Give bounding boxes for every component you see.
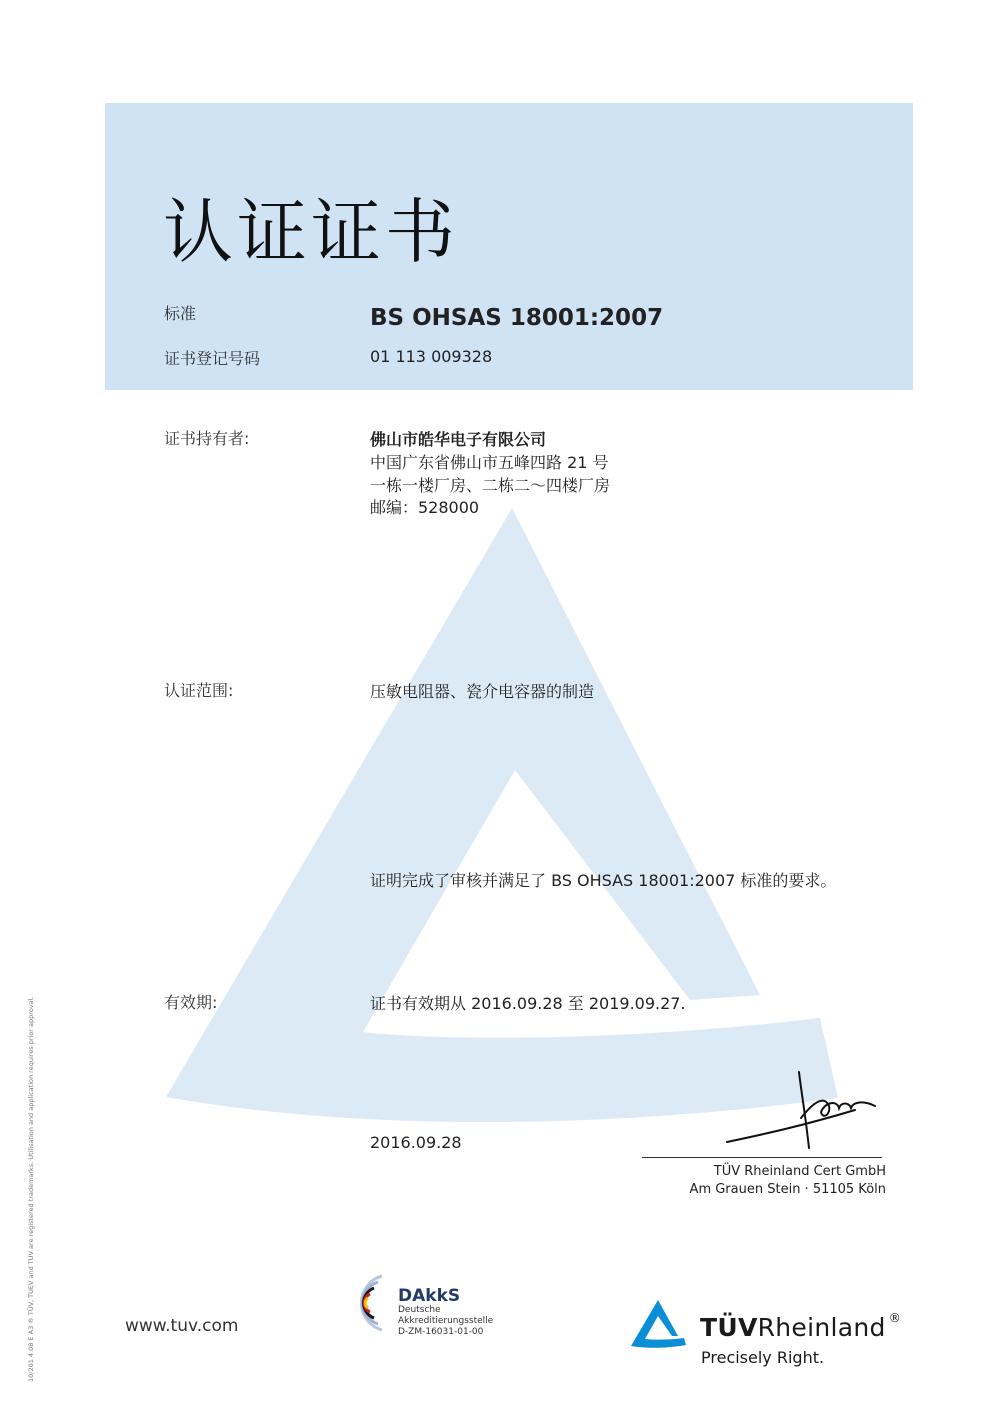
side-trademark-note: 10/201 4.08 E A3 ® TÜV, TUEV and TUV are registered trademarks. Utilisation and application requires prior approval.	[27, 996, 35, 1382]
dakks-line-1: Deutsche	[398, 1305, 441, 1315]
reg-no-label: 证书登记号码	[164, 349, 261, 368]
conformity-statement: 证明完成了审核并满足了 BS OHSAS 18001:2007 标准的要求。	[370, 871, 837, 890]
tuv-triangle-icon	[628, 1298, 688, 1350]
reg-no-value: 01 113 009328	[370, 347, 493, 366]
signature-icon	[725, 1070, 885, 1150]
holder-address-2: 一栋一楼厂房、二栋二～四楼厂房	[370, 476, 611, 495]
validity-value: 证书有效期从 2016.09.28 至 2019.09.27.	[370, 994, 686, 1013]
tuv-slogan: Precisely Right.	[701, 1348, 825, 1367]
tuv-brand-suffix: Rheinland	[757, 1313, 886, 1342]
standard-value: BS OHSAS 18001:2007	[370, 305, 664, 331]
issuer-address: Am Grauen Stein · 51105 Köln	[689, 1182, 886, 1197]
holder-label: 证书持有者:	[164, 429, 250, 448]
dakks-name: DAkkS	[398, 1286, 461, 1306]
website-link[interactable]: www.tuv.com	[125, 1316, 239, 1336]
dakks-line-2: Akkreditierungsstelle	[398, 1316, 494, 1326]
dakks-line-3: D-ZM-16031-01-00	[398, 1327, 484, 1337]
issuer-name: TÜV Rheinland Cert GmbH	[713, 1164, 886, 1179]
signature-line	[642, 1157, 882, 1158]
tuv-brand	[700, 1313, 901, 1342]
holder-address-1: 中国广东省佛山市五峰四路 21 号	[370, 453, 609, 472]
issuer-block	[650, 1163, 886, 1199]
holder-name: 佛山市皓华电子有限公司	[370, 430, 547, 449]
validity-label: 有效期:	[164, 993, 218, 1012]
tuv-brand-prefix: TÜV	[700, 1313, 758, 1342]
certificate-title: 认证证书	[163, 191, 459, 273]
dakks-text	[398, 1287, 493, 1338]
scope-value: 压敏电阻器、瓷介电容器的制造	[370, 682, 595, 701]
tuv-registered-mark: ®	[888, 1311, 901, 1325]
issue-date: 2016.09.28	[370, 1133, 462, 1152]
holder-postcode: 邮编：528000	[370, 498, 480, 517]
dakks-logo-icon	[342, 1268, 402, 1338]
scope-label: 认证范围:	[164, 681, 234, 700]
standard-label: 标准	[164, 304, 197, 323]
